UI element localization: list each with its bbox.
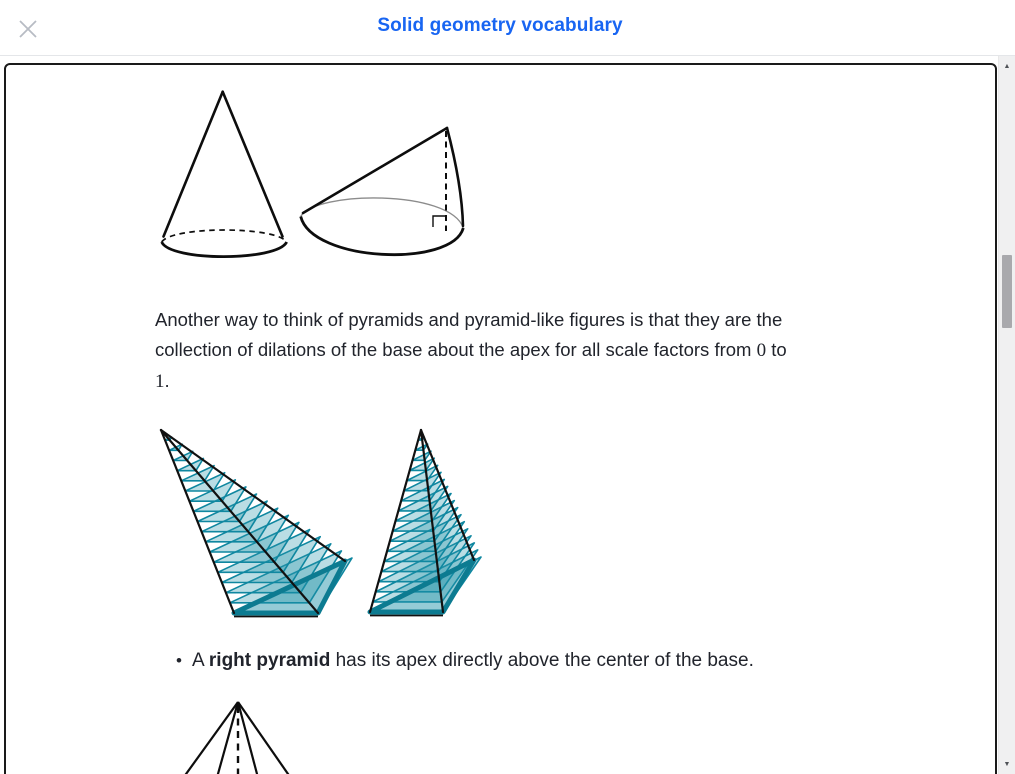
oblique-cone-drawing <box>301 128 464 255</box>
paragraph-line: Another way to think of pyramids and pyramid-like figures is that they are the <box>155 309 783 330</box>
right-pyramid-figure <box>170 695 305 774</box>
base-hidden-edge <box>162 230 287 242</box>
scroll-down-button[interactable] <box>999 756 1015 772</box>
dilation-pyramids-figure <box>150 418 495 623</box>
base-front-edge <box>162 242 287 257</box>
modal-header <box>0 0 1015 56</box>
right-angle-mark <box>433 216 445 227</box>
bullet-marker: • <box>176 651 182 670</box>
math-one: 1 <box>155 371 165 392</box>
right-pyramid-drawing <box>182 702 293 774</box>
cones-figure <box>148 78 493 273</box>
scroll-down-icon: ▼ <box>1003 760 1011 768</box>
right-cone-drawing <box>162 92 287 257</box>
bullet-item <box>176 649 754 673</box>
modal-title: Solid geometry vocabulary <box>377 15 623 36</box>
base-front-edge <box>301 217 464 255</box>
scroll-up-button[interactable] <box>999 58 1015 74</box>
base-back-edge <box>301 198 464 228</box>
paragraph-line: 1. <box>155 370 170 392</box>
content-scrollbar[interactable] <box>998 56 1015 774</box>
math-zero: 0 <box>756 340 767 361</box>
bullet-text: A right pyramid has its apex directly above the center of the base. <box>192 650 754 671</box>
paragraph-line: collection of dilations of the base about the apex for all scale factors from 0 to <box>155 339 787 361</box>
scroll-up-icon: ▲ <box>1003 62 1011 70</box>
scrollbar-thumb[interactable] <box>1002 255 1012 328</box>
paragraph-dilations <box>155 305 855 397</box>
